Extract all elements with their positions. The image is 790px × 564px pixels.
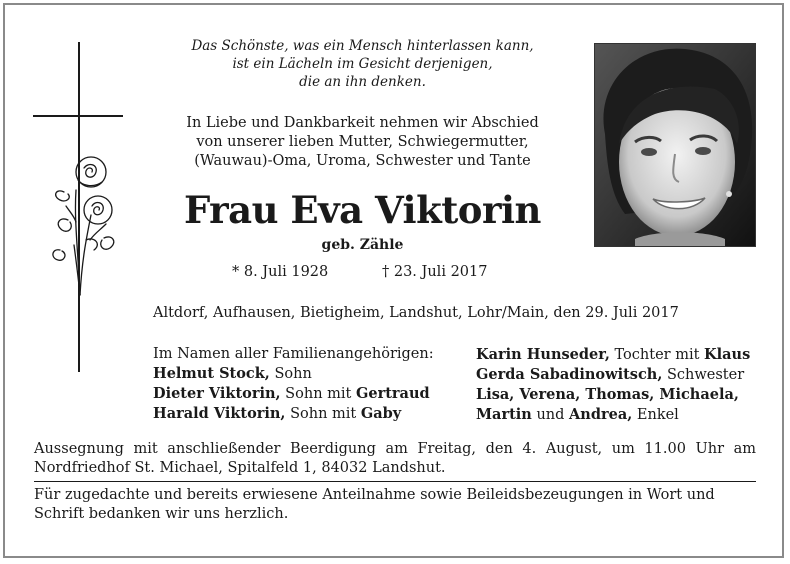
deceased-name: Frau Eva Viktorin: [184, 188, 541, 232]
death-date: † 23. Juli 2017: [382, 264, 488, 280]
cross-icon-bar: [33, 115, 123, 117]
family-line: Lisa, Verena, Thomas, Michaela,: [476, 386, 739, 403]
quote-line: ist ein Lächeln im Gesicht derjenigen,: [232, 56, 493, 72]
quote-line: die an ihn denken.: [299, 74, 426, 90]
quote-line: Das Schönste, was ein Mensch hinterlassen kann,: [191, 38, 534, 54]
family-line: Im Namen aller Familienangehörigen:: [153, 346, 434, 362]
family-list-left: [153, 345, 434, 424]
family-line: Karin Hunseder, Tochter mit Klaus: [476, 346, 751, 363]
maiden-name: geb. Zähle: [321, 237, 404, 253]
funeral-notice: Aussegnung mit anschließender Beerdigung am Freitag, den 4. August, um 11.00 Uhr am Nordfriedhof St. Michael, Spitalfeld 1, 84032 Landshut.: [34, 441, 756, 476]
family-line: Dieter Viktorin, Sohn mit Gertraud: [153, 385, 430, 402]
family-line: Martin und Andrea, Enkel: [476, 406, 679, 423]
family-line: Harald Viktorin, Sohn mit Gaby: [153, 405, 402, 422]
thanks-note: Für zugedachte und bereits erwiesene Anteilnahme sowie Beileidsbezeugungen in Wort und Schrift bedanken wir uns herzlich.: [34, 487, 715, 522]
portrait-photo: [594, 43, 756, 247]
birth-date: * 8. Juli 1928: [232, 264, 329, 280]
intro-line: In Liebe und Dankbarkeit nehmen wir Abschied: [186, 115, 539, 131]
family-line: Helmut Stock, Sohn: [153, 365, 312, 382]
divider: [34, 481, 756, 482]
family-line: Gerda Sabadinowitsch, Schwester: [476, 366, 745, 383]
roses-icon: [46, 150, 122, 300]
quote: [130, 37, 595, 91]
intro-line: von unserer lieben Mutter, Schwiegermutter,: [196, 134, 529, 150]
intro-line: (Wauwau)-Oma, Uroma, Schwester und Tante: [194, 153, 531, 169]
farewell-intro: [130, 114, 595, 171]
places-and-date: Altdorf, Aufhausen, Bietigheim, Landshut, Lohr/Main, den 29. Juli 2017: [153, 305, 679, 321]
family-list-right: [476, 345, 750, 425]
